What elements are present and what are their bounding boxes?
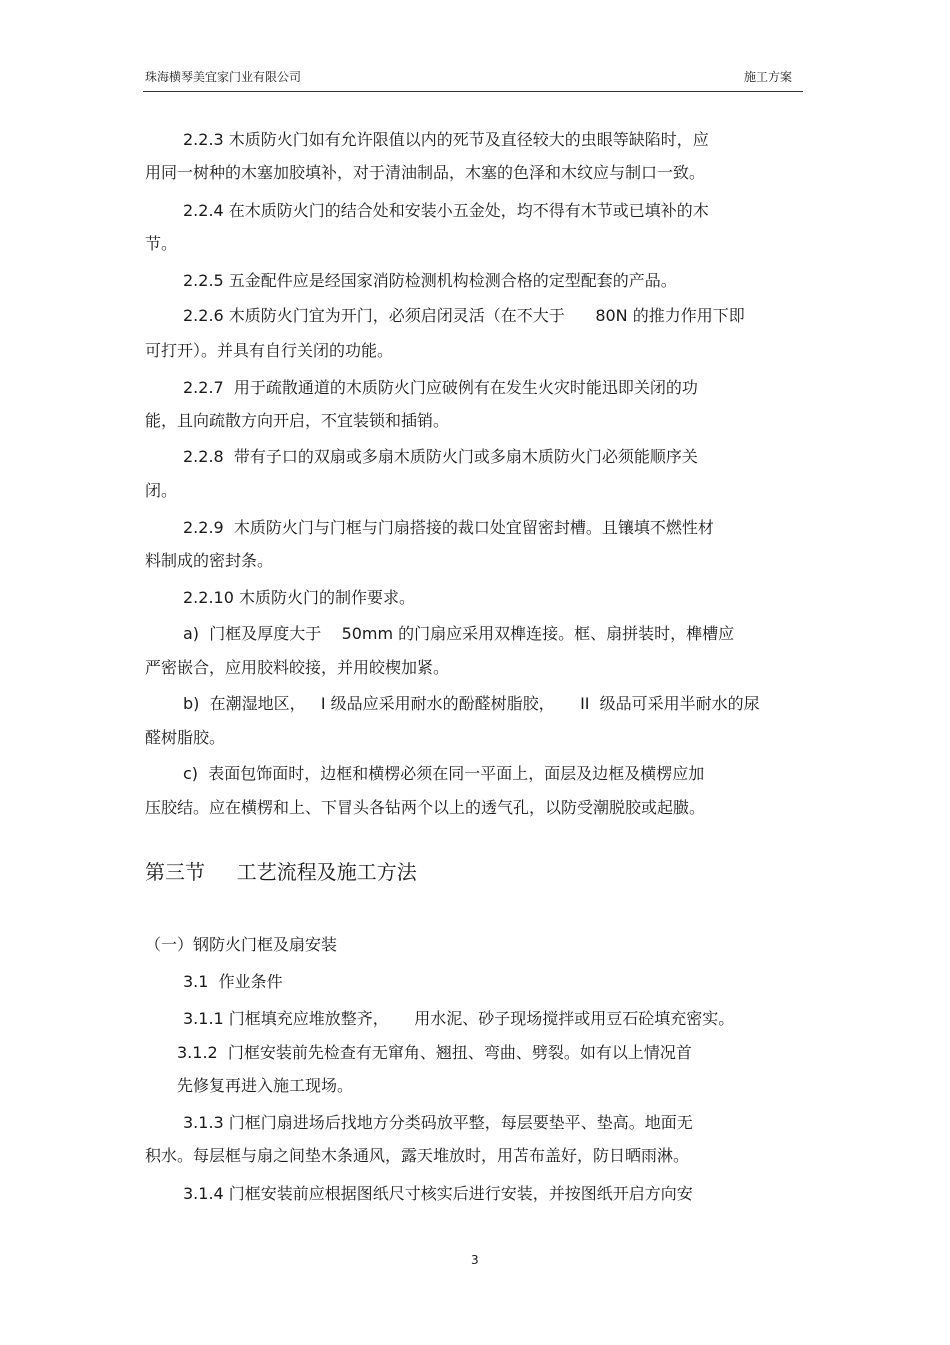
para-line: c) 表面包饰面时，边框和横楞必须在同一平面上，面层及边框及横楞应加: [183, 764, 705, 783]
para-line: 2.2.8 带有子口的双扇或多扇木质防火门或多扇木质防火门必须能顺序关: [183, 447, 698, 466]
para-line: 可打开）。并具有自行关闭的功能。: [145, 341, 394, 360]
header-rule: [143, 91, 803, 92]
para-line: 2.2.10 木质防火门的制作要求。: [183, 588, 415, 607]
page-number: 3: [471, 1253, 479, 1267]
para-line: a) 门框及厚度大于 50mm 的门扇应采用双榫连接。框、扇拼装时，榫槽应: [183, 624, 735, 643]
header-company: 珠海横琴美宜家门业有限公司: [145, 70, 302, 84]
para-line: 压胶结。应在横楞和上、下冒头各钻两个以上的透气孔，以防受潮脱胶或起臌。: [145, 798, 706, 817]
para-line: 能，且向疏散方向开启，不宜装锁和插销。: [145, 411, 450, 430]
para-line: 2.2.9 木质防火门与门框与门扇搭接的裁口处宜留密封槽。且镶填不燃性材: [183, 518, 714, 537]
para-line: 2.2.3 木质防火门如有允许限值以内的死节及直径较大的虫眼等缺陷时，应: [183, 130, 709, 149]
subsection-heading: （一）钢防火门框及扇安装: [145, 935, 338, 954]
para-line: 先修复再进入施工现场。: [177, 1076, 354, 1095]
section-title: 第三节 工艺流程及施工方法: [145, 860, 417, 884]
para-line: 3.1.3 门框门扇进场后找地方分类码放平整，每层要垫平、垫高。地面无: [183, 1113, 693, 1132]
para-line: 料制成的密封条。: [145, 551, 274, 570]
para-line: 用同一树种的木塞加胶填补，对于清油制品，木塞的色泽和木纹应与制口一致。: [145, 163, 706, 182]
para-line: 醛树脂胶。: [145, 728, 226, 747]
para-line: 3.1.4 门框安装前应根据图纸尺寸核实后进行安装，并按图纸开启方向安: [183, 1184, 693, 1203]
para-line: b) 在潮湿地区， I 级品应采用耐水的酚醛树脂胶， II 级品可采用半耐水的尿: [183, 694, 760, 713]
para-line: 严密嵌合，应用胶料皎接，并用皎楔加紧。: [145, 658, 450, 677]
para-line: 积水。每层框与扇之间垫木条通风，露天堆放时，用苫布盖好，防日晒雨淋。: [145, 1146, 690, 1165]
para-line: 节。: [145, 234, 178, 253]
para-line: 2.2.5 五金配件应是经国家消防检测机构检测合格的定型配套的产品。: [183, 271, 677, 290]
para-line: 2.2.6 木质防火门宜为开门，必须启闭灵活（在不大于 80N 的推力作用下即: [183, 306, 745, 325]
para-line: 2.2.7 用于疏散通道的木质防火门应破例有在发生火灾时能迅即关闭的功: [183, 378, 698, 397]
header-doc-type: 施工方案: [744, 70, 793, 84]
para-line: 2.2.4 在木质防火门的结合处和安装小五金处，均不得有木节或已填补的木: [183, 201, 709, 220]
para-line: 3.1.1 门框填充应堆放整齐， 用水泥、砂子现场搅拌或用豆石砼填充密实。: [183, 1009, 735, 1028]
para-line: 3.1.2 门框安装前先检查有无窜角、翘扭、弯曲、劈裂。如有以上情况首: [177, 1043, 692, 1062]
para-line: 3.1 作业条件: [183, 972, 283, 991]
para-line: 闭。: [145, 481, 178, 500]
